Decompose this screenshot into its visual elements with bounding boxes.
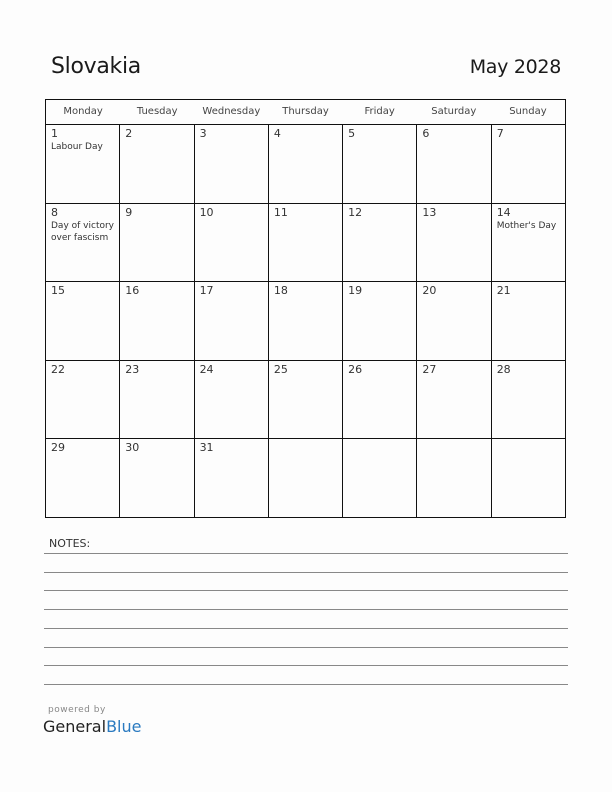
notes-label: NOTES: <box>49 537 91 550</box>
day-cell <box>343 204 417 282</box>
notes-line <box>44 665 568 666</box>
day-cell <box>120 204 194 282</box>
week-row <box>46 125 565 204</box>
day-cell <box>46 361 120 439</box>
notes-line <box>44 553 568 554</box>
day-number: 24 <box>199 362 214 376</box>
holiday-label: Mother's Day <box>496 220 557 231</box>
weekday-tuesday: Tuesday <box>136 106 178 117</box>
day-cell <box>269 361 343 439</box>
day-number: 4 <box>273 127 281 140</box>
day-cell <box>343 282 417 360</box>
day-number: 11 <box>273 205 288 219</box>
day-number: 30 <box>125 441 140 455</box>
notes-line <box>44 572 568 573</box>
day-number: 10 <box>199 205 214 219</box>
day-number: 23 <box>125 362 140 376</box>
day-cell <box>343 361 417 439</box>
day-number: 27 <box>422 362 437 376</box>
day-cell <box>46 439 120 517</box>
day-cell <box>492 204 565 282</box>
day-number: 28 <box>496 362 511 376</box>
day-cell <box>269 204 343 282</box>
day-number: 9 <box>125 205 133 219</box>
day-cell <box>417 439 491 517</box>
weekday-sunday: Sunday <box>509 106 547 117</box>
country-title: Slovakia <box>51 54 141 79</box>
calendar-grid <box>45 99 566 518</box>
day-number: 15 <box>51 284 65 298</box>
day-number: 20 <box>422 284 437 298</box>
day-number: 13 <box>422 205 437 219</box>
day-number: 7 <box>496 127 504 140</box>
brand-blue: Blue <box>106 717 142 736</box>
day-cell <box>195 439 269 517</box>
day-number: 8 <box>51 205 58 219</box>
day-cell <box>343 439 417 517</box>
day-number: 3 <box>199 127 207 140</box>
day-cell <box>417 361 491 439</box>
week-row <box>46 361 565 440</box>
day-cell <box>120 125 194 203</box>
day-cell <box>195 204 269 282</box>
day-number: 18 <box>273 284 288 298</box>
powered-by-text: powered by <box>48 705 106 715</box>
day-number: 12 <box>348 205 363 219</box>
holiday-label: Day of victory over fascism <box>51 220 115 243</box>
notes-line <box>44 609 568 610</box>
day-cell <box>492 125 565 203</box>
day-cell <box>120 282 194 360</box>
day-cell <box>492 361 565 439</box>
week-row <box>46 204 565 283</box>
day-number: 16 <box>125 284 140 298</box>
day-number: 25 <box>273 362 288 376</box>
day-number: 5 <box>348 127 356 140</box>
day-number: 1 <box>51 127 58 140</box>
month-year-title: May 2028 <box>469 56 561 78</box>
day-cell <box>46 125 120 203</box>
notes-line <box>44 647 568 648</box>
day-number: 6 <box>422 127 430 140</box>
week-row <box>46 282 565 361</box>
day-number: 31 <box>199 441 214 455</box>
weekday-wednesday: Wednesday <box>202 106 261 117</box>
day-cell <box>120 361 194 439</box>
week-row <box>46 439 565 517</box>
day-cell <box>269 439 343 517</box>
day-cell <box>492 439 565 517</box>
day-cell <box>417 204 491 282</box>
day-cell <box>120 439 194 517</box>
day-cell <box>417 125 491 203</box>
weekday-saturday: Saturday <box>431 106 477 117</box>
weekday-header-row <box>46 100 565 125</box>
day-cell <box>417 282 491 360</box>
day-number: 2 <box>125 127 133 140</box>
day-number: 21 <box>496 284 511 298</box>
day-cell <box>195 125 269 203</box>
day-number: 29 <box>51 441 65 455</box>
day-cell <box>343 125 417 203</box>
day-cell <box>46 282 120 360</box>
day-cell <box>195 361 269 439</box>
day-cell <box>269 125 343 203</box>
brand-general: General <box>43 717 107 736</box>
generalblue-logo <box>43 717 141 736</box>
notes-line <box>44 628 568 629</box>
day-cell <box>492 282 565 360</box>
weekday-thursday: Thursday <box>282 106 329 117</box>
day-number: 26 <box>348 362 363 376</box>
notes-line <box>44 590 568 591</box>
day-cell <box>269 282 343 360</box>
day-number: 19 <box>348 284 363 298</box>
holiday-label: Labour Day <box>51 142 103 152</box>
day-number: 14 <box>496 205 511 219</box>
day-number: 22 <box>51 362 65 376</box>
day-number: 17 <box>199 284 214 298</box>
notes-line <box>44 684 568 685</box>
weekday-monday: Monday <box>63 106 103 117</box>
day-cell <box>195 282 269 360</box>
day-cell <box>46 204 120 282</box>
weekday-friday: Friday <box>364 106 395 117</box>
